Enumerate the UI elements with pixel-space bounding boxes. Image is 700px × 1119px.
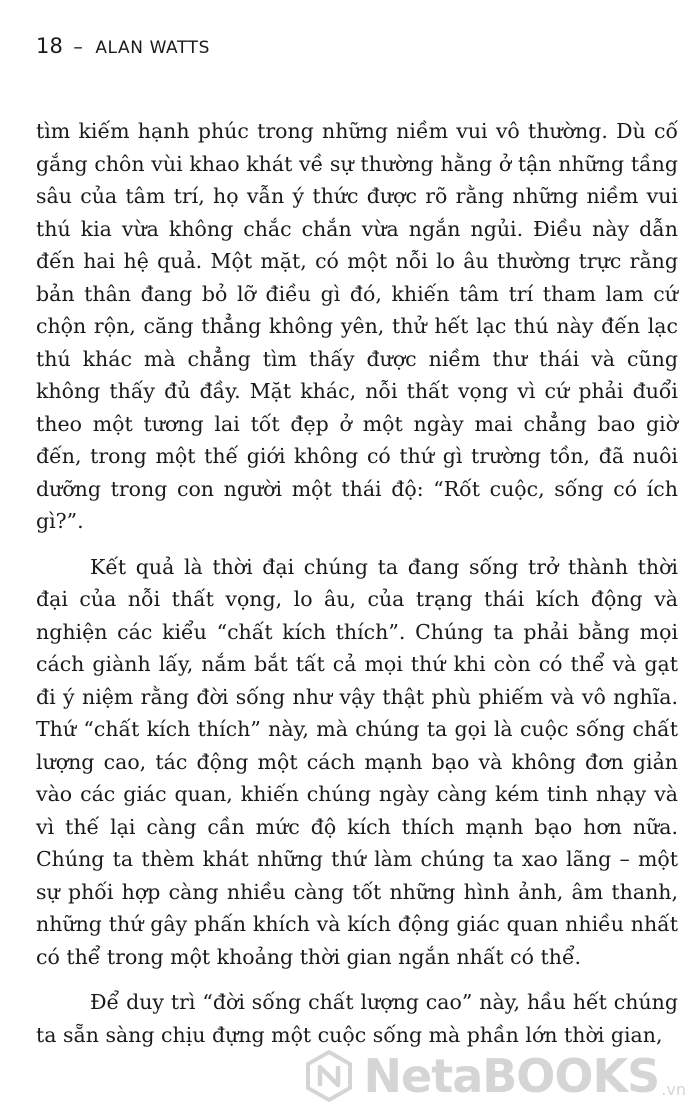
watermark-tld: .vn (661, 1080, 686, 1099)
header-separator: – (73, 36, 84, 58)
body-text (36, 115, 678, 1051)
header-author: ALAN WATTS (95, 38, 211, 58)
paragraph-continued: tìm kiếm hạnh phúc trong những niềm vui vô thường. Dù cố gắng chôn vùi khao khát về sự thường hằng ở tận những tầng sâu của tâm trí, họ vẫn ý thức được rõ rằng những niềm vui thú kia vừa không chắc chắn vừa ngắn ngủi. Điều này dẫn đến hai hệ quả. Một mặt, có một nỗi lo âu thường trực rằng bản thân đang bỏ lỡ điều gì đó, khiến tâm trí tham lam cứ chộn rộn, căng thẳng không yên, thử hết lạc thú này đến lạc thú khác mà chẳng tìm thấy được niềm thư thái và cũng không thấy đủ đầy. Mặt khác, nỗi thất vọng vì cứ phải đuổi theo một tương lai tốt đẹp ở một ngày mai chẳng bao giờ đến, trong một thế giới không có thứ gì trường tồn, đã nuôi dưỡng trong con người một thái độ: “Rốt cuộc, sống có ích gì?”. (36, 119, 678, 533)
watermark-text: NetaBOOKS (363, 1049, 660, 1103)
paragraph: Để duy trì “đời sống chất lượng cao” này, hầu hết chúng ta sẵn sàng chịu đựng một cuộc sống mà phần lớn thời gian, (36, 990, 678, 1047)
running-header (36, 34, 210, 58)
watermark (302, 1049, 686, 1103)
paragraph: Kết quả là thời đại chúng ta đang sống trở thành thời đại của nỗi thất vọng, lo âu, của trạng thái kích động và nghiện các kiểu “chất kích thích”. Chúng ta phải bằng mọi cách giành lấy, nắm bắt tất cả mọi thứ khi còn có thể và gạt đi ý niệm rằng đời sống như vậy thật phù phiếm và vô nghĩa. Thứ “chất kích thích” này, mà chúng ta gọi là cuộc sống chất lượng cao, tác động một cách mạnh bạo và không đơn giản vào các giác quan, khiến chúng ngày càng kém tinh nhạy và vì thế lại càng cần mức độ kích thích mạnh bạo hơn nữa. Chúng ta thèm khát những thứ làm chúng ta xao lãng – một sự phối hợp càng nhiều càng tốt những hình ảnh, âm thanh, những thứ gây phấn khích và kích động giác quan nhiều nhất có thể trong một khoảng thời gian ngắn nhất có thể. (36, 554, 678, 969)
page-number: 18 (36, 34, 64, 58)
netabooks-logo-icon (302, 1049, 356, 1103)
